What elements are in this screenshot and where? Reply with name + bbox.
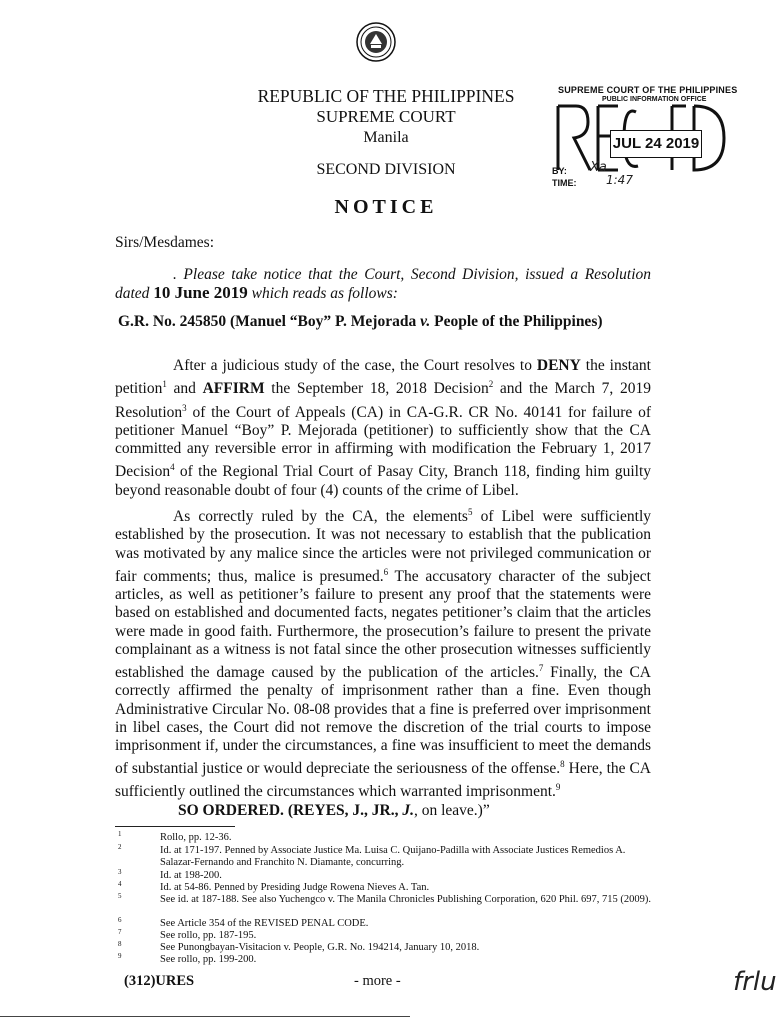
para1-text-e: and the March 7, 2019 Resolution bbox=[115, 380, 651, 421]
footnote-4 bbox=[118, 882, 658, 894]
footnote-text: Id. at 171-197. Penned by Associate Justice Ma. Luisa C. Quijano-Padilla with Associate Justices Remedios A. Salazar-Fernando and Franchito N. Diamante, concurring. bbox=[160, 845, 626, 868]
so-ordered: SO ORDERED. bbox=[178, 802, 284, 819]
supreme-court-seal-icon bbox=[356, 22, 396, 62]
paragraph-ruling bbox=[115, 357, 651, 500]
footnote-number: 6 bbox=[118, 916, 122, 924]
header-division: SECOND DIVISION bbox=[316, 161, 456, 178]
intro-paragraph bbox=[115, 266, 651, 303]
footnote-number: 7 bbox=[118, 928, 122, 936]
footnote-number: 3 bbox=[118, 868, 122, 876]
footnote-text: See Article 354 of the REVISED PENAL CODE. bbox=[160, 918, 369, 929]
footnote-ref-5: 5 bbox=[467, 507, 473, 517]
notice-title: NOTICE bbox=[334, 196, 438, 218]
stamp-suboffice: PUBLIC INFORMATION OFFICE bbox=[602, 96, 707, 103]
so-ordered-justice: (REYES, J., JR., bbox=[283, 802, 403, 819]
footnote-1 bbox=[118, 832, 658, 844]
footnote-ref-8: 8 bbox=[560, 759, 565, 770]
case-caption bbox=[118, 313, 650, 331]
header-republic: REPUBLIC OF THE PHILIPPINES bbox=[257, 86, 515, 106]
footnote-ref-1: 1 bbox=[162, 379, 167, 390]
footnote-text: Rollo, pp. 12-36. bbox=[160, 832, 232, 843]
footnote-number: 8 bbox=[118, 940, 122, 948]
footnote-text: See rollo, pp. 187-195. bbox=[160, 930, 257, 941]
para2-text-d: Finally, the CA correctly affirmed the penalty of imprisonment rather than a fine. Even though Administrative Circular No. 08-08 provides that a fine is preferred over imprisonment in libel cases, the Court did not remove the discretion of the trial courts to impose imprisonment if, under the circumstances, a fine was insufficient to meet the demands of substantial justice or would depreciate the seriousness of the offense. bbox=[115, 664, 651, 778]
para2-text-b: of Libel were sufficiently established by the prosecution. It was not necessary to establish that the publication was motivated by any malice since the articles were not privileged communication or fair comments; thus, malice is presumed. bbox=[115, 508, 652, 585]
para1-text-g: of the Regional Trial Court of Pasay City, Branch 118, finding him guilty beyond reasonable doubt of four (4) counts of the crime of Libel. bbox=[115, 463, 651, 499]
footnote-ref-9: 9 bbox=[555, 782, 561, 793]
footnote-text: See id. at 187-188. See also Yuchengco v. The Manila Chronicles Publishing Corporation, 620 Phil. 697, 715 (2009). bbox=[160, 894, 652, 905]
footnote-ref-6: 6 bbox=[383, 566, 389, 577]
so-ordered-j: J. bbox=[402, 802, 414, 819]
footnote-ref-3: 3 bbox=[182, 402, 187, 413]
stamp-date: JUL 24 2019 bbox=[610, 130, 702, 158]
para2-text-c: The accusatory character of the subject articles, as well as petitioner’s failure to present any proof that the statements were based on established and documented facts, negates petitioner’s claim that the articles were made in good faith. Furthermore, the prosecution’s failure to present the private complainant as a witness is not fatal since the other prosecution witnesses sufficiently established the damage caused by the publication of the articles. bbox=[115, 567, 651, 682]
para1-text-f: of the Court of Appeals (CA) in CA-G.R. CR No. 40141 for failure of petitioner Manuel “Boy” P. Mejorada (petitioner) to sufficiently show that the CA committed any reversible error in affirming with modification the February 1, 2017 Decision bbox=[115, 403, 651, 481]
header-supreme-court: SUPREME COURT bbox=[316, 107, 456, 126]
footnote-9 bbox=[118, 954, 658, 966]
footnote-2 bbox=[118, 845, 658, 869]
para1-text-a: After a judicious study of the case, the Court resolves to bbox=[173, 357, 537, 374]
case-versus: v. bbox=[420, 313, 431, 330]
stamp-office: SUPREME COURT OF THE PHILIPPINES bbox=[558, 85, 738, 95]
footnote-3 bbox=[118, 870, 658, 882]
footnote-text: Id. at 198-200. bbox=[160, 870, 222, 881]
stamp-by-signature: Xa bbox=[590, 160, 607, 175]
para1-text-c: and bbox=[166, 380, 203, 398]
footnote-number: 9 bbox=[118, 952, 122, 960]
deny-keyword: DENY bbox=[536, 357, 581, 374]
case-respondent: People of the Philippines) bbox=[430, 313, 603, 330]
footnote-8 bbox=[118, 942, 658, 954]
salutation: Sirs/Mesdames: bbox=[115, 234, 215, 251]
para1-text-d: the September 18, 2018 Decision bbox=[264, 380, 489, 398]
footnote-text: See rollo, pp. 199-200. bbox=[160, 954, 257, 965]
footnote-divider bbox=[115, 826, 235, 827]
footnote-ref-7: 7 bbox=[538, 662, 544, 673]
case-gr: G.R. No. 245850 (Manuel “Boy” P. Mejorada bbox=[118, 313, 421, 330]
footnote-number: 4 bbox=[118, 880, 122, 888]
footnote-5 bbox=[118, 894, 658, 906]
para2-text-e: Here, the CA sufficiently outlined the circumstances which warranted imprisonment. bbox=[115, 760, 651, 801]
stamp-time-handwritten: 1:47 bbox=[606, 173, 633, 187]
intro-text-2: which reads as follows: bbox=[247, 285, 398, 303]
intro-text-1: . Please take notice that the Court, Second Division, issued a Resolution dated bbox=[115, 266, 651, 303]
footnote-number: 1 bbox=[118, 830, 122, 838]
footnote-ref-4: 4 bbox=[170, 462, 175, 473]
document-code: (312)URES bbox=[124, 973, 195, 989]
header-city: Manila bbox=[363, 129, 409, 146]
footnote-ref-2: 2 bbox=[488, 379, 494, 390]
paragraph-discussion bbox=[115, 503, 651, 802]
footnote-text: See Punongbayan-Visitacion v. People, G.R. No. 194214, January 10, 2018. bbox=[160, 942, 480, 953]
footnote-number: 5 bbox=[118, 892, 122, 900]
footnote-7 bbox=[118, 930, 658, 942]
footnote-6 bbox=[118, 918, 658, 930]
footnote-text: Id. at 54-86. Penned by Presiding Judge Rowena Nieves A. Tan. bbox=[160, 882, 430, 893]
bottom-rule bbox=[0, 1016, 410, 1017]
para1-text-b: the instant petition bbox=[115, 357, 651, 398]
resolution-date: 10 June 2019 bbox=[153, 283, 248, 303]
affirm-keyword: AFFIRM bbox=[202, 380, 265, 398]
continued-marker: - more - bbox=[354, 973, 401, 989]
so-ordered-leave: , on leave.)” bbox=[413, 802, 490, 819]
stamp-by-label: BY: bbox=[552, 166, 567, 176]
handwritten-initials: frlu bbox=[733, 967, 777, 997]
so-ordered-line bbox=[178, 802, 490, 820]
footnote-number: 2 bbox=[118, 843, 122, 851]
stamp-time-label: TIME: bbox=[552, 178, 577, 188]
para2-text-a: As correctly ruled by the CA, the elements bbox=[173, 508, 468, 526]
